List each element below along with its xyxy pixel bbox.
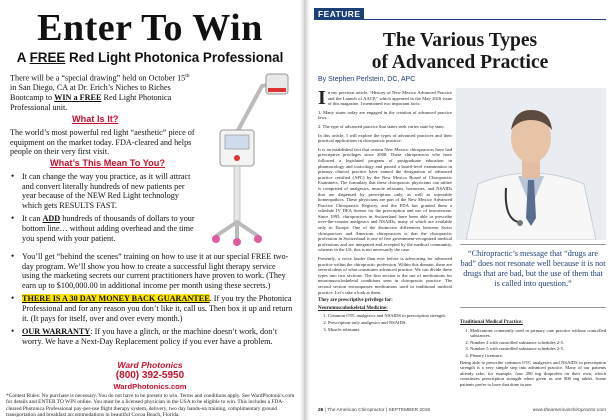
intro-sup: th (185, 73, 190, 79)
ad-page (0, 0, 300, 420)
bullet5-b: : If you have a glitch, or the machine doesn’t work, don’t worry. We have a Next-Day Replacement policy if you ever have a problem. (22, 327, 278, 346)
contest-fine-print: *Contest Rules: No purchase is necessary. You do not have to be present to win. Terms and conditions apply. See WardPhotonics.com for details and ENTER TO WIN online. You must be a licensed physician in the USA to be eligible to win. This includes a FDA-cleared Photonica Professional pay-per-use flight therapy system, delivery, two day hands-on training, complimentary ground transportation and breakfast accommodations in beautiful Cocoa Beach, Florida. (6, 393, 295, 419)
para1: n my previous article, “History of New Mexico Advanced Practice and the Launch of AACP,” which appeared in the May 2016 issue of this magazine, I mentioned two important facts: (327, 90, 452, 107)
ad-subtitle (0, 50, 300, 65)
ad-title: Enter To Win (37, 7, 263, 49)
article-title-line1: The Various Types (382, 30, 538, 51)
list-item (6, 214, 198, 243)
doctor-photo (456, 88, 606, 240)
heading-what-is-it: What Is It? (72, 114, 119, 124)
page-gutter (300, 0, 310, 420)
list-item: • You’ll get “behind the scenes” training on how to use it at our special FREE two-day program. We’ll show you how to create a successful light therapy service using the marketing secrets our current practitioners have proven to work. (They earn up to $100,000.00 in additional income per month using these secrets.) (6, 252, 294, 290)
lead-paragraph (318, 87, 452, 109)
magazine-name: The American Chiropractor (327, 408, 385, 413)
footer-sep: | (324, 408, 328, 413)
bullet4-b: . If you try the Photonica Professional and for any reason you don’t like it, call us. Then box it up and return it. (It pays for itself, over and over every month.) (22, 294, 293, 323)
pull-quote: “Chiropractic’s message that “drugs are bad” does not resonate well because it is not drugs that are bad, but the use of them that is called into question.” (460, 244, 606, 308)
nms-list (318, 313, 452, 332)
issue-date: SEPTEMBER 2016 (388, 408, 431, 413)
fact-1: 1. Many states today are engaged in the creation of advanced practice laws. (318, 109, 452, 121)
sub-heading: They are prescriptive privilege for: (318, 298, 393, 304)
footer-url[interactable]: www.theamericanchiropractor.com (532, 408, 606, 413)
footer-sep: | (385, 408, 389, 413)
intro-c: Red Light Photonica Professional unit. (10, 92, 172, 112)
intro-b: in San Diego, CA at Dr. Erich’s Niches to Riches Bootcamp to (10, 83, 171, 102)
article-column-left (318, 87, 452, 333)
what-paragraph: The world’s most powerful red light “aesthetic” piece of equipment on the market today. FDA-cleared and helps people on their very first visit. (10, 128, 195, 157)
red-light-device-illustration (196, 72, 292, 248)
paragraph: Being able to prescribe common OTC analgesics and NSAIDS in prescription strength is a very simple step into advanced practice. Many of our patients already take, for example, four 200 mg ibuprofen on their own, which constitutes prescription strength when given as one 800 mg tablet. Some patients prefer to have that done in one (460, 359, 606, 387)
trad-heading: Traditional Medical Practice: (460, 320, 523, 325)
subtitle-prefix: A (16, 50, 30, 65)
bullet2-a: It can (22, 214, 43, 224)
subtitle-free: FREE (29, 50, 66, 65)
heading-what-this-means: What’s This Mean To You? (50, 158, 166, 168)
intro-a: There will be a “special drawing” held on October 15 (10, 73, 186, 83)
list-item: 4. Plenary licensure. (470, 353, 606, 359)
article-title-line2: of Advanced Practice (371, 52, 549, 73)
list-item: • It can change the way you practice, as it will attract and convert literally hundreds of new patients per year because of the NEW Red Light technology which gets RESULTS FAST. (6, 172, 198, 210)
list-item: 3. Muscle relaxants. (328, 327, 452, 333)
list-item: 2. Number 4 with controlled substance schedules 2-5. (470, 340, 606, 346)
intro-paragraph (10, 72, 190, 112)
list-item (6, 294, 294, 323)
guarantee-highlight: THERE IS A 30 DAY MONEY BACK GUARANTEE (22, 294, 210, 304)
article-page (310, 0, 610, 420)
trad-list (460, 328, 606, 359)
paragraph: Presently, a voice louder than ever before is advocating for advanced practice within the chiropractic profession. Within this domain, there are several ideas of what constitutes advanced practice. We can divide these types into two sections. The first section is the use of medications for neuromusculoskeletal conditions seen in chiropractic practice. The second section encompasses medications used in traditional medical practice. Let’s take a look at them. (318, 256, 452, 295)
list-item: 1. Common OTC analgesics and NSAIDS in prescription strength. (328, 313, 452, 319)
warranty-label: OUR WARRANTY (22, 327, 91, 337)
article-column-right (460, 318, 606, 391)
paragraph: In this article, I will explore the types of advanced practices and their practical applications in chiropractic practice. (318, 132, 452, 144)
page-footer (318, 408, 606, 413)
bullet2-b: hundreds of thousands of dollars to your bottom line… without adding overhead and the time you spend with your patient. (22, 214, 195, 243)
fact-2: 2. The type of advanced practice that states seek varies state by state. (318, 123, 445, 129)
list-item: 1. Medications commonly used in primary care practice without controlled substances. (470, 328, 606, 339)
paragraph: It is an established fact that certain New Mexico chiropractors have had prescriptive privileges since 2008. These chiropractors who have followed a legislated program of postgraduate education in pharmacology and toxicology and passed a board-level examination in primary clinical practice have earned the designation of advanced practice certified (APC) by the New Mexico Board of Chiropractic Examiners. The formulary that these chiropractic physicians can utilize is comprised of analgesics, muscle relaxants, hormones, and NSAIDs that are dispensed by prescription only, as well as injectable homeopathics. These physicians are part of the New Mexico Advanced Practice Chiropractic Registry, and the FDA has granted them a schedule IV DEA license for the prescription and use of testosterone. Since 1995, chiropractors in Switzerland have been able to prescribe over-the-counter analgesics and NSAIDs, many of which are available only in Europe. One of the distinctive differences between Swiss chiropractors and American chiropractors is that the chiropractic profession in Switzerland is one of five government-recognized medical professions and are integrated and accepted by the medical community, whereas in the US, this is not necessarily the case. (318, 146, 452, 253)
benefit-list-bottom (6, 252, 294, 350)
nms-heading: Neuromusculoskeletal Medicine: (318, 305, 388, 311)
bullet2-add: ADD (42, 214, 61, 224)
feature-tag: FEATURE (314, 8, 364, 20)
article-byline: By Stephen Perlstein, DC, APC (318, 76, 416, 83)
brand-website-link[interactable]: WardPhotonics.com (113, 382, 187, 391)
intro-win: WIN a FREE (54, 92, 102, 102)
subtitle-suffix: Red Light Photonica Professional (65, 50, 284, 65)
brand-name: Ward Photonics (117, 360, 183, 370)
list-item (6, 327, 294, 346)
list-item: 2. Prescription-only analgesics and NSAIDS. (328, 320, 452, 326)
list-item: 3. Number 5 with controlled substance schedules 2-5. (470, 346, 606, 352)
brand-phone[interactable]: (800) 392-5950 (115, 370, 185, 381)
page-number: 26 (318, 408, 324, 413)
dropcap: I (318, 87, 326, 109)
